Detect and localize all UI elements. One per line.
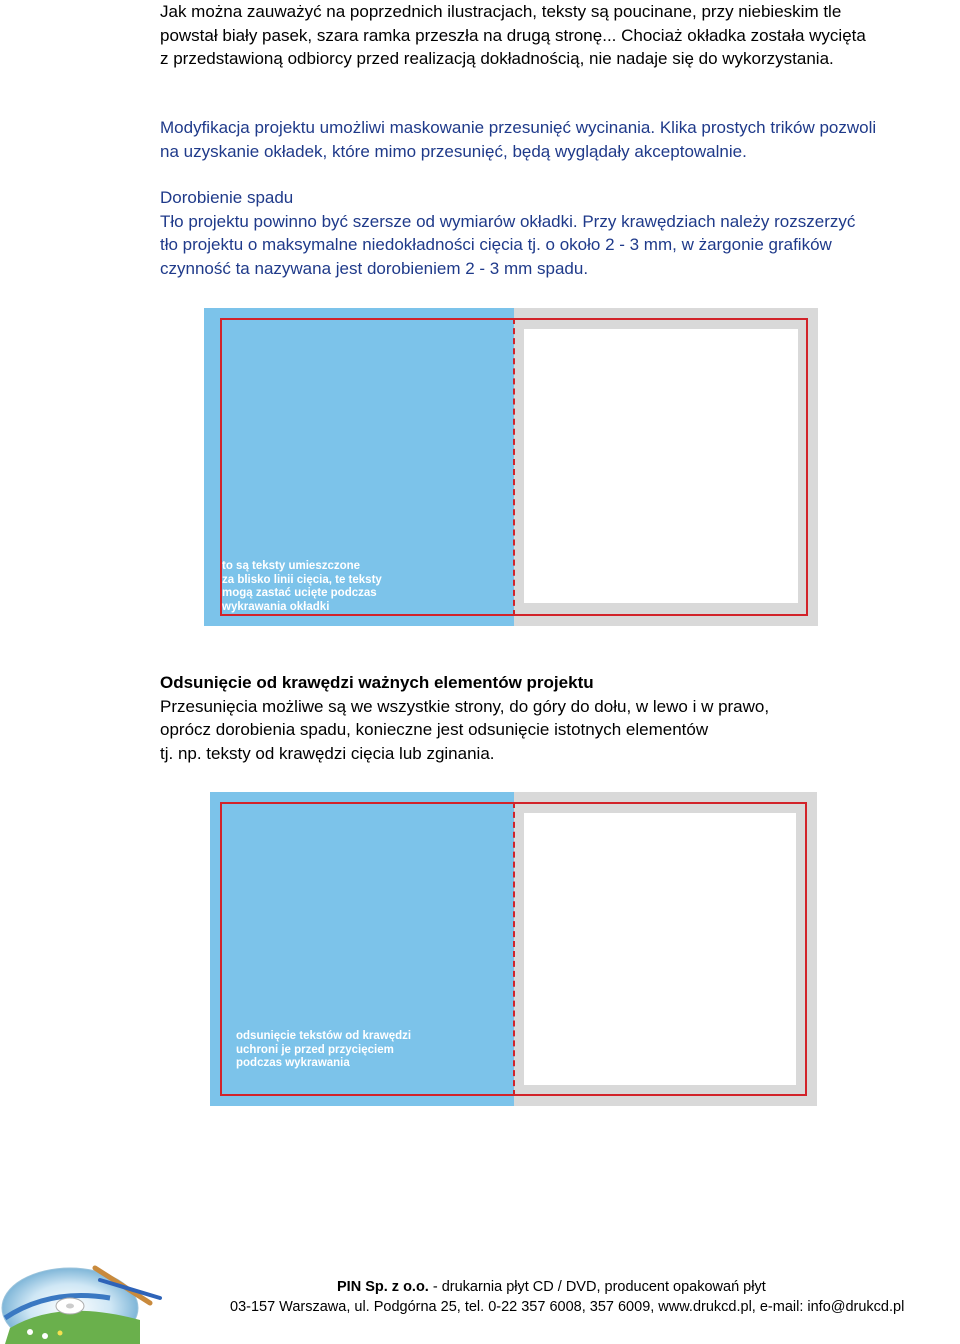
cover-bleed-diagram <box>204 308 818 626</box>
text-line: Modyfikacja projektu umożliwi maskowanie przesunięć wycinania. Klika prostych trików pozwoli <box>160 118 877 137</box>
fold-line <box>513 802 515 1096</box>
caption-line: to są teksty umieszczone <box>222 560 361 572</box>
cut-line-right <box>514 802 807 1096</box>
caption-line: uchroni je przed przycięciem <box>236 1043 394 1056</box>
text-line: na uzyskanie okładek, które mimo przesunięć, będą wyglądały akceptowalnie. <box>160 141 747 161</box>
text-line: Przesunięcia możliwe są we wszystkie strony, do góry do dołu, w lewo i w prawo, <box>160 696 770 716</box>
cut-line-right <box>514 318 808 616</box>
caption-line: odsunięcie tekstów od krawędzi <box>236 1030 412 1042</box>
figure-caption <box>236 1030 411 1071</box>
text-line: czynność ta nazywana jest dorobieniem 2 - 3 mm spadu. <box>160 258 589 278</box>
figure-caption <box>222 560 382 614</box>
footer-address: 03-157 Warszawa, ul. Podgórna 25, tel. 0-22 357 6008, 357 6009, www.drukcd.pl, e-mail: info@drukcd.pl <box>230 1299 905 1315</box>
text-line: z przedstawioną odbiorcy przed realizacją dokładnością, nie nadaje się do wykorzystania. <box>160 49 834 68</box>
company-tagline: - drukarnia płyt CD / DVD, producent opakowań płyt <box>428 1279 766 1295</box>
page-footer <box>230 1277 960 1317</box>
footer-line-1 <box>230 1277 960 1297</box>
text-line: Tło projektu powinno być szersze od wymiarów okładki. Przy krawędziach należy rozszerzyć <box>160 211 856 231</box>
section-heading: Odsunięcie od krawędzi ważnych elementów projektu <box>160 673 594 692</box>
margin-section <box>160 671 960 765</box>
text-line: tj. np. teksty od krawędzi cięcia lub zginania. <box>160 743 495 763</box>
text-line: powstał biały pasek, szara ramka przeszła na drugą stronę... Chociaż okładka została wycięta <box>160 25 866 45</box>
cover-safe-margin-diagram <box>210 792 817 1106</box>
company-logo <box>0 1258 165 1344</box>
company-name: PIN Sp. z o.o. <box>337 1279 429 1295</box>
fold-line <box>513 318 515 616</box>
caption-line: za blisko linii cięcia, te teksty <box>222 573 382 586</box>
caption-line: wykrawania okładki <box>222 600 330 613</box>
section-heading: Dorobienie spadu <box>160 188 294 207</box>
bleed-section <box>160 186 960 280</box>
modification-paragraph <box>160 116 960 163</box>
text-line: oprócz dorobienia spadu, konieczne jest odsunięcie istotnych elementów <box>160 720 709 739</box>
text-line: tło projektu o maksymalne niedokładności cięcia tj. o około 2 - 3 mm, w żargonie grafików <box>160 235 832 254</box>
caption-line: mogą zastać ucięte podczas <box>222 587 377 599</box>
text-line: Jak można zauważyć na poprzednich ilustracjach, teksty są poucinane, przy niebieskim tle <box>160 2 842 21</box>
caption-line: podczas wykrawania <box>236 1057 350 1069</box>
intro-paragraph <box>160 0 960 71</box>
